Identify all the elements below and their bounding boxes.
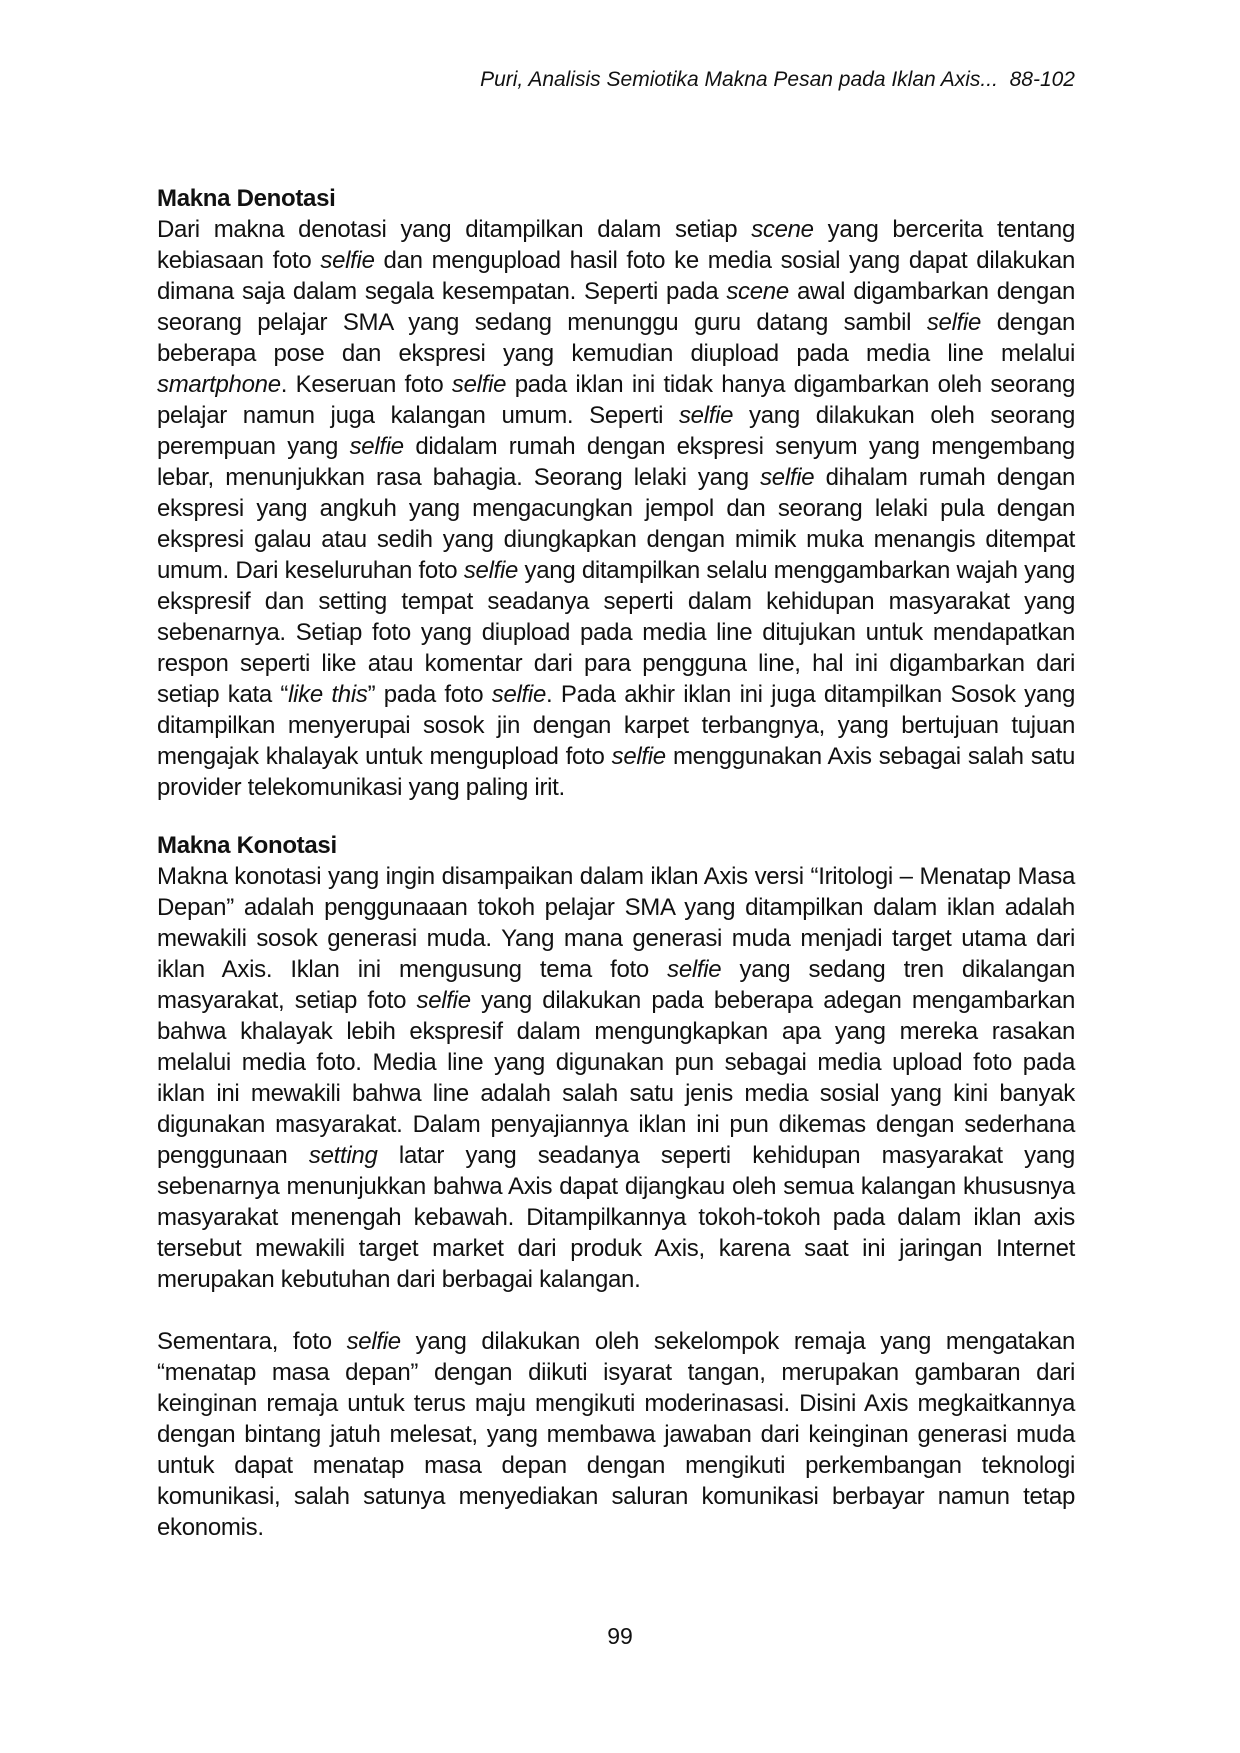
paragraph-denotasi: Dari makna denotasi yang ditampilkan dalam setiap scene yang bercerita tentang kebiasaan foto selfie dan mengupload hasil foto ke media sosial yang dapat dilakukan dimana saja dalam segala kesempatan. Seperti pada scene awal digambarkan dengan seorang pelajar SMA yang sedang menunggu guru datang sambil selfie dengan beberapa pose dan ekspresi yang kemudian diupload pada media line melalui smartphone. Keseruan foto selfie pada iklan ini tidak hanya digambarkan oleh seorang pelajar namun juga kalangan umum. Seperti selfie yang dilakukan oleh seorang perempuan yang selfie didalam rumah dengan ekspresi senyum yang mengembang lebar, menunjukkan rasa bahagia. Seorang lelaki yang selfie dihalam rumah dengan ekspresi yang angkuh yang mengacungkan jempol dan seorang lelaki pula dengan ekspresi galau atau sedih yang diungkapkan dengan mimik muka menangis ditempat umum. Dari keseluruhan foto selfie yang ditampilkan selalu menggambarkan wajah yang ekspresif dan setting tempat seadanya seperti dalam kehidupan masyarakat yang sebenarnya. Setiap foto yang diupload pada media line ditujukan untuk mendapatkan respon seperti like atau komentar dari para pengguna line, hal ini digambarkan dari setiap kata “like this” pada foto selfie. Pada akhir iklan ini juga ditampilkan Sosok yang ditampilkan menyerupai sosok jin dengan karpet terbangnya, yang bertujuan tujuan mengajak khalayak untuk mengupload foto selfie menggunakan Axis sebagai salah satu provider telekomunikasi yang paling irit. bbox=[157, 216, 1076, 801]
document-body bbox=[157, 183, 1075, 1543]
page-number: 99 bbox=[607, 1623, 633, 1649]
running-header: Puri, Analisis Semiotika Makna Pesan pada Iklan Axis... 88-102 bbox=[480, 68, 1075, 91]
paragraph-konotasi-1: Makna konotasi yang ingin disampaikan dalam iklan Axis versi “Iritologi – Menatap Masa Depan” adalah penggunaaan tokoh pelajar SMA yang ditampilkan dalam iklan adalah mewakili sosok generasi muda. Yang mana generasi muda menjadi target utama dari iklan Axis. Iklan ini mengusung tema foto selfie yang sedang tren dikalangan masyarakat, setiap foto selfie yang dilakukan pada beberapa adegan mengambarkan bahwa khalayak lebih ekspresif dalam mengungkapkan apa yang mereka rasakan melalui media foto. Media line yang digunakan pun sebagai media upload foto pada iklan ini mewakili bahwa line adalah salah satu jenis media sosial yang kini banyak digunakan masyarakat. Dalam penyajiannya iklan ini pun dikemas dengan sederhana penggunaan setting latar yang seadanya seperti kehidupan masyarakat yang sebenarnya menunjukkan bahwa Axis dapat dijangkau oleh semua kalangan khususnya masyarakat menengah kebawah. Ditampilkannya tokoh-tokoh pada dalam iklan axis tersebut mewakili target market dari produk Axis, karena saat ini jaringan Internet merupakan kebutuhan dari berbagai kalangan. bbox=[157, 863, 1075, 1293]
section-heading-makna-konotasi: Makna Konotasi bbox=[157, 832, 337, 859]
section-makna-konotasi bbox=[157, 830, 1075, 1543]
paragraph-konotasi-2: Sementara, foto selfie yang dilakukan oleh sekelompok remaja yang mengatakan “menatap masa depan” dengan diikuti isyarat tangan, merupakan gambaran dari keinginan remaja untuk terus maju mengikuti moderinasasi. Disini Axis megkaitkannya dengan bintang jatuh melesat, yang membawa jawaban dari keinginan generasi muda untuk dapat menatap masa depan dengan mengikuti perkembangan teknologi komunikasi, salah satunya menyediakan saluran komunikasi berbayar namun tetap ekonomis. bbox=[157, 1328, 1076, 1541]
section-heading-makna-denotasi: Makna Denotasi bbox=[157, 185, 336, 212]
section-makna-denotasi bbox=[157, 183, 1075, 803]
